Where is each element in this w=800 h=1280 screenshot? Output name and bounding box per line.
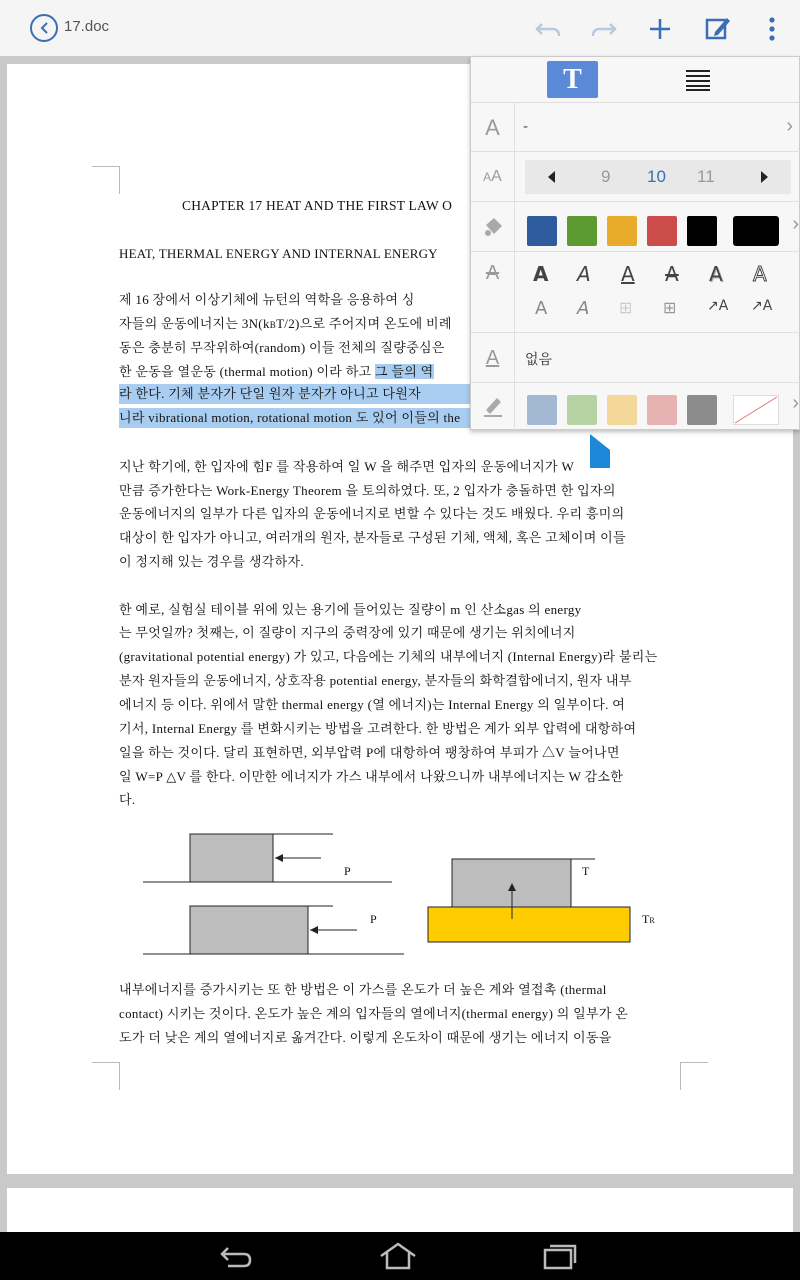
color-swatch-blue[interactable]: [527, 216, 557, 246]
home-nav-icon[interactable]: [378, 1242, 418, 1270]
paragraph-line: 분자 원자들의 운동에너지, 상호작용 potential energy, 분자들의 화학결합에너지, 원자 내부: [119, 673, 632, 688]
chevron-right-icon: ›: [792, 213, 799, 235]
back-nav-icon[interactable]: [218, 1242, 254, 1270]
font-color-icon: [471, 202, 515, 251]
font-size-selected[interactable]: 10: [647, 167, 666, 186]
font-family-row[interactable]: [471, 103, 800, 152]
undo-icon[interactable]: [533, 14, 563, 44]
color-swatch-black[interactable]: [687, 216, 717, 246]
italic-icon[interactable]: A: [577, 262, 591, 286]
paragraph-line: 일을 하는 것이다. 달리 표현하면, 외부압력 P에 대항하여 팽창하여 부피가 △V 늘어나면: [119, 745, 620, 760]
paragraph-line: 만큼 증가한다는 Work-Energy Theorem 을 토의하였다. 또, 2 입자가 충돌하면 한 입자의: [119, 483, 616, 498]
paragraph-line: 에너지 등 이다. 위에서 말한 thermal energy (열 에너지)는 Internal Energy 의 일부이다. 여: [119, 697, 626, 712]
engrave-icon[interactable]: A: [577, 298, 590, 319]
color-swatch-orange[interactable]: [607, 216, 637, 246]
paragraph-line: 제 16 장에서 이상기체에 뉴턴의 역학을 응용하여 싱: [119, 292, 415, 307]
highlight-swatch-green[interactable]: [567, 395, 597, 425]
paragraph-line: 내부에너지를 증가시키는 또 한 방법은 이 가스를 온도가 더 높은 계와 열접촉 (thermal: [119, 982, 607, 997]
tab-character-format[interactable]: T: [547, 61, 598, 98]
text-selection: 그 들의 역: [375, 364, 434, 379]
back-icon[interactable]: [30, 14, 58, 42]
emboss-icon[interactable]: A: [535, 298, 548, 319]
underline-style-row[interactable]: [471, 333, 800, 383]
highlighter-icon: [471, 383, 515, 430]
paragraph-line: 는 무엇일까? 첫째는, 이 질량이 지구의 중력장에 있기 때문에 생기는 위치에너지: [119, 625, 576, 640]
edit-icon[interactable]: [703, 14, 733, 44]
paragraph-line: 대상이 한 입자가 아니고, 여러개의 원자, 분자들로 구성된 기체, 액체, 혹은 고체이며 이들: [119, 530, 626, 545]
font-icon: A: [471, 103, 515, 151]
superscript-box-icon[interactable]: ⊞: [619, 298, 633, 317]
more-icon[interactable]: [757, 14, 787, 44]
underline-style-icon: A: [471, 333, 515, 382]
highlight-swatch-pink[interactable]: [647, 395, 677, 425]
paragraph-line: 한 운동을 열운동 (thermal motion) 이라 하고 그 들의 역: [119, 364, 434, 379]
reservoir-temperature-label: TR: [642, 912, 655, 926]
underline-icon[interactable]: A: [621, 262, 635, 286]
system-navigation-bar: [0, 1232, 800, 1280]
thermodynamics-diagram: [137, 829, 677, 959]
paragraph-line: (gravitational potential energy) 가 있고, 다음에는 기체의 내부에너지 (Internal Energy)라 불리는: [119, 649, 658, 664]
pressure-label-top: P: [344, 864, 351, 878]
outline-icon[interactable]: A: [753, 262, 767, 286]
color-swatch-red[interactable]: [647, 216, 677, 246]
superscript-icon[interactable]: ↗A: [707, 298, 729, 314]
font-size-option[interactable]: 9: [601, 167, 611, 186]
highlight-swatch-gray[interactable]: [687, 395, 717, 425]
highlight-color-row: [471, 383, 800, 430]
underline-style-value: 없음: [525, 351, 553, 367]
font-size-icon: AA: [471, 152, 515, 201]
paragraph-line: 기서, Internal Energy 를 변화시키는 방법을 고려한다. 한 방법은 계가 외부 압력에 대항하여: [119, 721, 637, 736]
document-title: 17.doc: [64, 18, 110, 35]
chevron-right-icon: ›: [786, 115, 793, 137]
shadow-icon[interactable]: A: [709, 262, 723, 286]
paragraph-line: 도가 더 낮은 계의 열에너지로 옮겨간다. 이렇게 온도차이 때문에 생기는 에너지 이동을: [119, 1030, 612, 1045]
font-size-option[interactable]: 11: [697, 167, 715, 186]
subscript-box-icon[interactable]: ⊞: [663, 298, 677, 317]
tab-paragraph-format[interactable]: [685, 69, 711, 96]
selection-handle-icon[interactable]: [588, 432, 612, 470]
color-swatch-green[interactable]: [567, 216, 597, 246]
bold-icon[interactable]: A: [533, 262, 549, 286]
font-family-value: -: [523, 118, 528, 135]
paragraph-icon: [685, 69, 711, 91]
no-highlight-icon[interactable]: [733, 395, 779, 425]
paragraph-line: 지난 학기에, 한 입자에 힘F 를 작용하여 일 W 을 해주면 입자의 운동에너지가 W: [119, 459, 575, 474]
paragraph-line: 운동에너지의 일부가 다른 입자의 운동에너지로 변할 수 있다는 것도 배웠다. 우리 흥미의: [119, 506, 625, 521]
paragraph-line: 이 정지해 있는 경우를 생각하자.: [119, 554, 304, 569]
chapter-heading: CHAPTER 17 HEAT AND THE FIRST LAW O: [182, 198, 453, 213]
paragraph-line: contact) 시키는 것이다. 온도가 높은 계의 입자들의 열에너지(thermal energy) 의 일부가 온: [119, 1006, 629, 1021]
current-color-swatch[interactable]: [733, 216, 779, 246]
decrease-size-icon[interactable]: [547, 170, 557, 184]
paragraph-line-selected: 니라 vibrational motion, rotational motion 도 있어 이들의 the: [119, 408, 471, 428]
increase-size-icon[interactable]: [759, 170, 769, 184]
font-color-row: [471, 202, 800, 252]
redo-icon[interactable]: [589, 14, 619, 44]
margin-corner-bottom-left: [92, 1062, 120, 1090]
margin-corner-top-left: [92, 166, 120, 194]
paragraph-line: 일 W=P △V 를 한다. 이만한 에너지가 가스 내부에서 나왔으니까 내부에너지는 W 감소한: [119, 769, 624, 784]
paragraph-line: 동은 충분히 무작위하여(random) 이들 전체의 질량중심은: [119, 340, 445, 355]
subscript-icon[interactable]: ↗A: [751, 298, 773, 314]
paragraph-line: 자들의 운동에너지는 3N(kBT/2)으로 주어지며 온도에 비례: [119, 316, 452, 331]
highlight-swatch-yellow[interactable]: [607, 395, 637, 425]
app-bar: [0, 0, 800, 56]
format-tabs: [471, 57, 800, 103]
temperature-label: T: [582, 864, 590, 878]
recents-nav-icon[interactable]: [542, 1242, 578, 1270]
strikethrough-icon[interactable]: A: [665, 262, 679, 286]
font-size-row: [471, 152, 800, 202]
text-effects-icon: A: [471, 252, 515, 332]
margin-corner-bottom-right: [680, 1062, 708, 1090]
paragraph-line: 한 예로, 실험실 테이블 위에 있는 용기에 들어있는 질량이 m 인 산소gas 의 energy: [119, 602, 582, 617]
highlight-swatch-blue[interactable]: [527, 395, 557, 425]
next-document-page[interactable]: [7, 1188, 793, 1238]
font-size-stepper[interactable]: [525, 160, 791, 194]
chevron-right-icon: ›: [792, 392, 799, 414]
text-format-panel: [470, 56, 800, 430]
section-heading: HEAT, THERMAL ENERGY AND INTERNAL ENERGY: [119, 246, 438, 261]
paragraph-line: 다.: [119, 792, 136, 807]
pressure-label-bottom: P: [370, 912, 377, 926]
text-effects-row: [471, 252, 800, 333]
add-icon[interactable]: [645, 14, 675, 44]
paragraph-line-selected: 라 한다. 기체 분자가 단일 원자 분자가 아니고 다원자: [119, 384, 471, 404]
